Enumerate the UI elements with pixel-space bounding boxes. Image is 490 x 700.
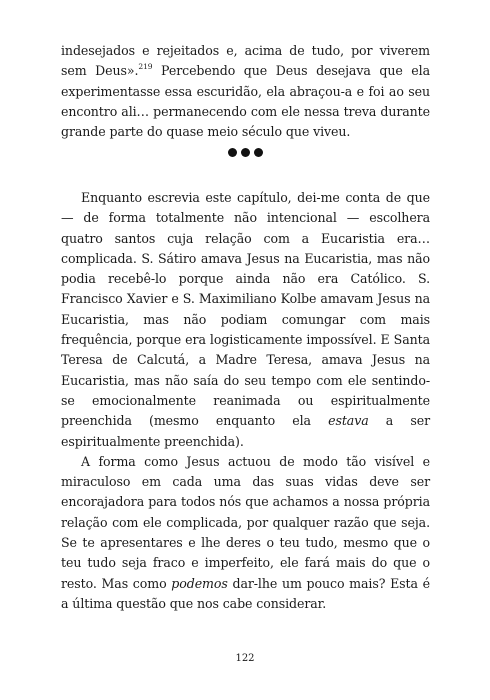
separator-dot-icon (228, 148, 237, 157)
paragraph-jesus-text-1: A forma como Jesus actuou de modo tão visível e miraculoso em cada uma das suas vidas deve ser encorajadora para todos nós que achamos a nossa própria relação com ele complicada, por qualquer razão que seja. Se te apresentares e lhe deres o teu tudo, mesmo que o teu tudo seja fraco e imperfeito, ele fará mais do que o resto. Mas como (61, 453, 430, 591)
separator-dot-icon (241, 148, 250, 157)
top-paragraph-text-2: Percebendo que Deus desejava que ela experimentasse essa escuridão, ela abraçou-a e foi ao seu encontro ali… permanecendo com ele nessa treva durante grande parte do quase meio século que viveu. (61, 63, 430, 140)
paragraph-saints (61, 188, 430, 452)
top-paragraph-block (61, 41, 430, 142)
top-paragraph-text-1: indesejados e rejeitados e, acima de tudo, por viverem sem Deus». (61, 43, 430, 79)
page-number: 122 (235, 653, 255, 664)
main-text-block (61, 188, 430, 614)
paragraph-saints-emphasis: estava (328, 413, 369, 429)
section-separator (0, 146, 490, 162)
paragraph-jesus (61, 452, 430, 614)
footnote-reference[interactable]: 219 (138, 62, 153, 72)
paragraph-saints-text-1: Enquanto escrevia este capítulo, dei-me conta de que — de forma totalmente não intencional — escolhera quatro santos cuja relação com a Eucaristia era… complicada. S. Sátiro amava Jesus na Eucaristia, mas não podia recebê-lo porque ainda não era Católico. S. Francisco Xavier e S. Maximiliano Kolbe amavam Jesus na Eucaristia, mas não podiam comungar com mais frequência, porque era logisticamente impossível. E Santa Teresa de Calcutá, a Madre Teresa, amava Jesus na Eucaristia, mas não saía do seu tempo com ele sentindo-se emocionalmente reanimada ou espiritualmente preenchida (mesmo enquanto ela (61, 190, 430, 429)
paragraph-jesus-text-2: dar-lhe um pouco mais? Esta é a última questão que nos cabe considerar. (61, 575, 430, 611)
top-paragraph (61, 41, 430, 142)
separator-dot-icon (254, 148, 263, 157)
paragraph-saints-text-2: a ser espiritualmente preenchida). (61, 413, 430, 449)
paragraph-jesus-emphasis: podemos (171, 575, 228, 591)
